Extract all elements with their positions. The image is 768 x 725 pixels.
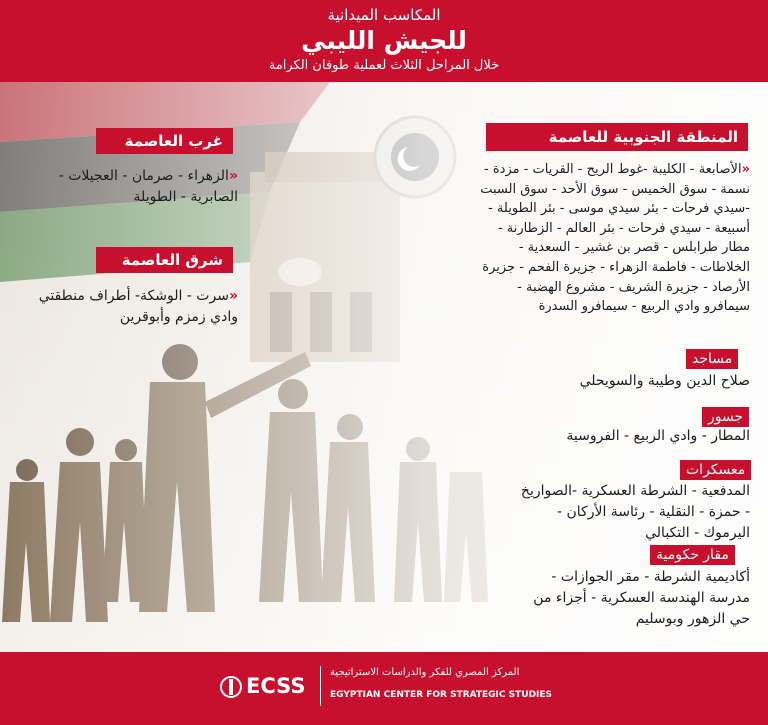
gov-text: أكاديمية الشرطة - مقر الجوازات - مدرسة الهندسة العسكرية - أجزاء من حي الزهور وبوسليم <box>533 569 750 627</box>
chevron-icon: « <box>228 288 238 304</box>
west-areas <box>10 166 238 208</box>
south-title: المنطقة الجنوبية للعاصمة <box>486 123 748 151</box>
bridges-text: المطار - وادي الربيع - الفروسية <box>566 428 750 444</box>
ecss-logo-icon <box>220 674 242 700</box>
footer-divider <box>320 666 321 706</box>
footer-banner <box>0 652 768 725</box>
south-areas <box>468 160 750 317</box>
mosques-label: مساجد <box>686 349 738 369</box>
header-subtitle: المكاسب الميدانية <box>327 6 441 24</box>
gov-label: مقار حكومية <box>650 545 735 565</box>
center-name-arabic: المركز المصري للفكر والدراسات الاستراتيجية <box>330 667 520 678</box>
camps-label: معسكرات <box>680 460 751 480</box>
mosques-text: صلاح الدين وطيبة والسويحلي <box>579 373 750 389</box>
camps-text: المدفعية - الشرطة العسكرية -الصواريخ - حمزة - النقلية - رئاسة الأركان - اليرموك - التكبالي <box>520 483 750 541</box>
header-title: للجيش الليبي <box>301 26 467 55</box>
chevron-icon: « <box>741 162 750 177</box>
chevron-icon: « <box>228 168 238 184</box>
header-banner <box>0 0 768 82</box>
brand-name: ECSS <box>246 674 306 698</box>
west-title: غرب العاصمة <box>96 128 233 154</box>
header-caption: خلال المراحل الثلاث لعملية طوفان الكرامة <box>268 58 500 73</box>
west-areas-text: الزهراء - صرمان - العجيلات - الصابرية - الطويلة <box>58 168 238 205</box>
center-name-english: EGYPTIAN CENTER FOR STRATEGIC STUDIES <box>330 690 553 700</box>
east-title: شرق العاصمة <box>96 247 233 273</box>
east-areas <box>10 286 238 328</box>
east-areas-text: سرت - الوشكة- أطراف منطقتي وادي زمزم وأبوقرين <box>38 288 238 325</box>
bridges-label: جسور <box>702 407 749 427</box>
south-areas-text: الأصابعة - الكليبة -غوط الريح - القريات - مزدة - نسمة - سوق الخميس - سوق الأحد - سوق السبت -سيدي فرحات - بئر سيدي موسى - بئر الطويلة - أسبيعة - سيدي فرحات - بئر العالم - الزطارنة - مطار طرابلس - قصر بن غشير - السعدية - الخلاطات - فاطمة الزهراء - جزيرة الفحم - جزيرة الأرصاد - جزيرة الشريف - مشروع الهضبة - سيمافرو وادي الربيع - سيمافرو السدرة <box>480 162 750 315</box>
